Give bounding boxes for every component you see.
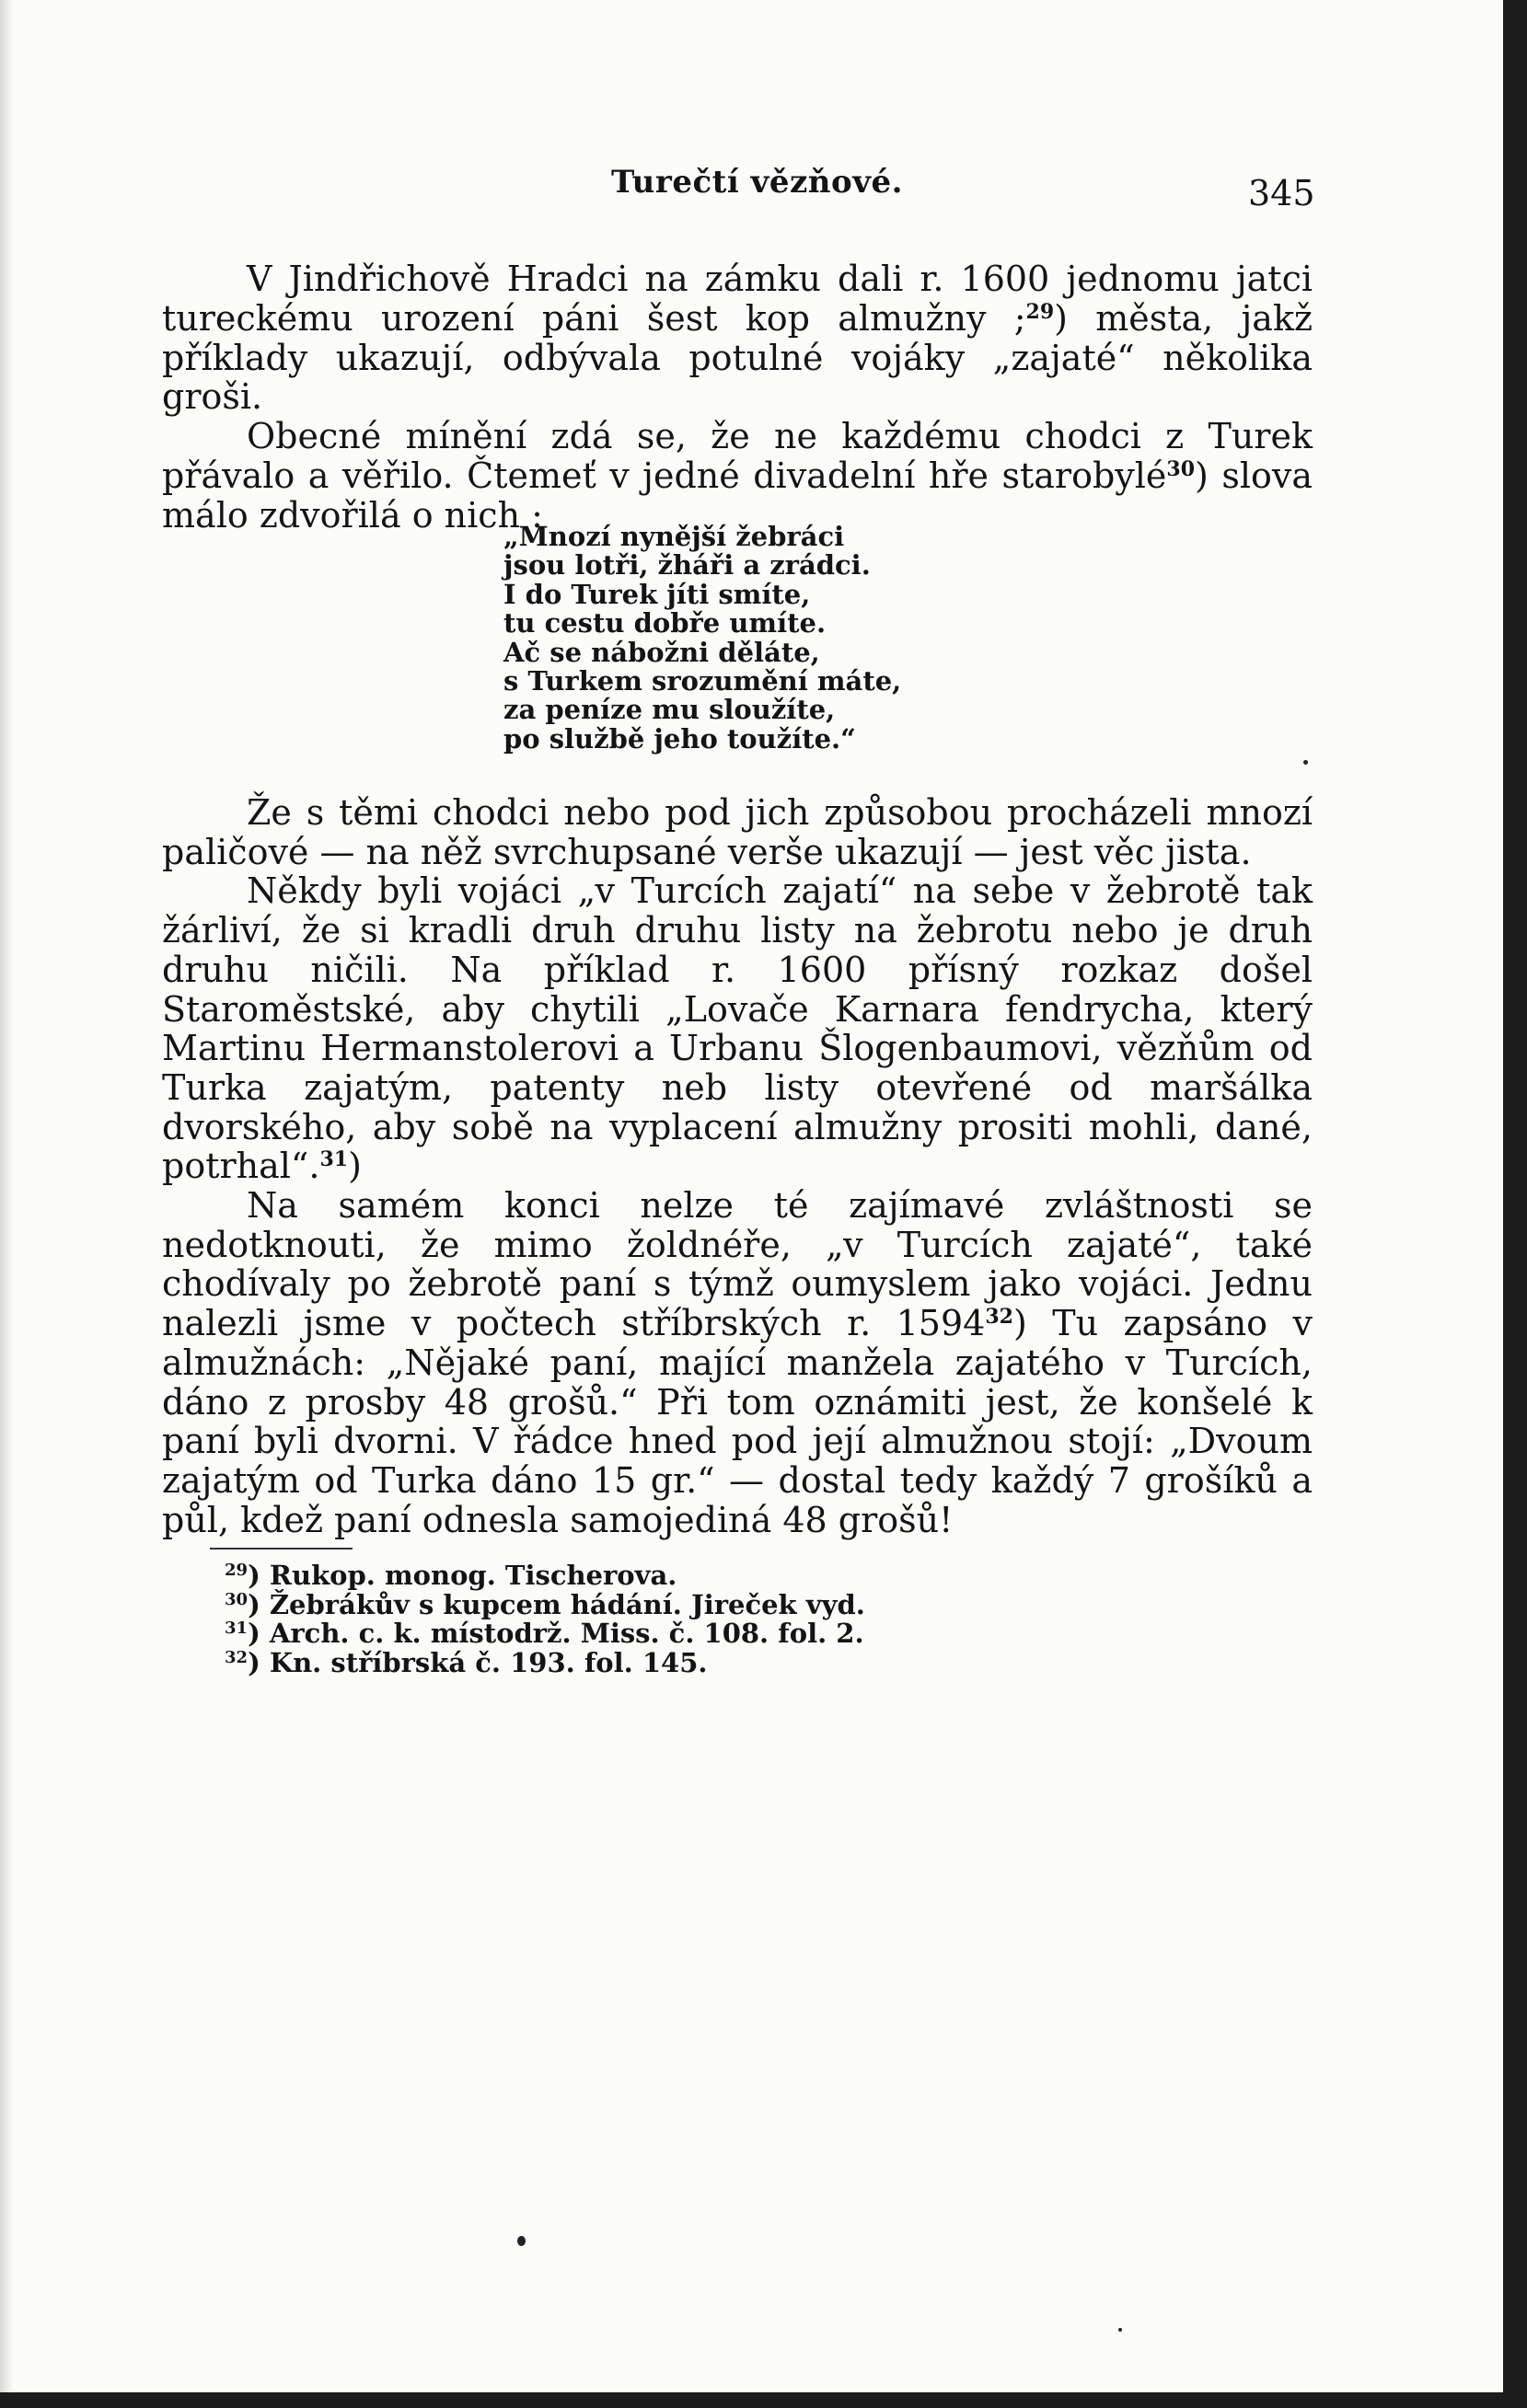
- verse-line: po službě jeho toužíte.“: [503, 722, 856, 755]
- footnote-text: ) Žebrákův s kupcem hádání. Jireček vyd.: [248, 1588, 865, 1620]
- paragraph: Že s těmi chodci nebo pod jich způsobou procházeli mnozí paličové — na něž svrchupsané verše ukazují — jest věc jista.: [162, 792, 1313, 872]
- verse-line: I do Turek jíti smíte,: [503, 578, 811, 610]
- footnote: [225, 1646, 865, 1678]
- verse-line: s Turkem srozumění máte,: [503, 665, 902, 697]
- footnote-number: 32: [225, 1647, 249, 1667]
- footnote-ref: 31: [319, 1147, 349, 1172]
- paragraph: [162, 417, 1313, 535]
- verse-line: jsou lotři, žháři a zrádci.: [503, 549, 871, 582]
- footnote-divider: [210, 1548, 353, 1550]
- footnote-number: 30: [225, 1589, 249, 1609]
- body-text-bottom: [162, 793, 1313, 1539]
- footnote: [225, 1588, 865, 1620]
- verse-line: za peníze mu sloužíte,: [503, 694, 836, 726]
- verse-quote: [503, 523, 901, 754]
- paragraph-text: ): [348, 1146, 362, 1187]
- footnote: [225, 1561, 865, 1591]
- footnotes: [225, 1561, 865, 1677]
- footnote-ref: 32: [985, 1305, 1013, 1330]
- print-speck: [517, 2236, 526, 2246]
- paragraph: [162, 871, 1313, 1186]
- footnote-text: ) Arch. c. k. místodrž. Miss. č. 108. fol. 2.: [248, 1618, 864, 1649]
- footnote-ref: 29: [1025, 299, 1055, 324]
- footnote-ref: 30: [1166, 456, 1196, 481]
- print-speck: [1303, 760, 1308, 765]
- paragraph: [162, 259, 1313, 417]
- paragraph-text: Někdy byli vojáci „v Turcích zajatí“ na sebe v žebrotě tak žárliví, že si kradli druh druhu listy na žebrotu nebo je druh druhu ničili. Na příklad r. 1600 přísný rozkaz došel Staroměstské, aby chytili „Lovače Karnara fendrycha, který Martinu Hermanstolerovi a Urbanu Šlogenbaumovi, vězňům od Turka zajatým, patenty neb listy otevřené od maršálka dvorského, aby sobě na vyplacení almužny prositi mohli, dané, potrhal“.: [162, 870, 1313, 1187]
- paragraph: [162, 1186, 1313, 1539]
- paragraph-text: ) města, jakž příklady ukazují, odbývala potulné vojáky „zajaté“ několika groši.: [162, 297, 1313, 418]
- footnote: [225, 1619, 865, 1649]
- body-text-top: [162, 259, 1313, 536]
- footnote-number: 29: [225, 1561, 249, 1580]
- verse-line: tu cestu dobře umíte.: [503, 607, 827, 639]
- verse-line: „Mnozí nynější žebráci: [503, 521, 845, 552]
- paragraph-text: ) slova málo zdvořilá o nich :: [162, 455, 1313, 536]
- footnote-number: 31: [225, 1619, 249, 1638]
- paragraph-text: Obecné mínění zdá se, že ne každému chodci z Turek přávalo a věřilo. Čtemeť v jedné divadelní hře starobylé: [162, 416, 1313, 496]
- verse-line: Ač se nábožni děláte,: [503, 636, 820, 668]
- footnote-text: ) Rukop. monog. Tischerova.: [248, 1560, 677, 1591]
- footnote-text: ) Kn. stříbrská č. 193. fol. 145.: [248, 1646, 708, 1678]
- page-gutter-shadow: [0, 0, 13, 2392]
- paragraph-text: V Jindřichově Hradci na zámku dali r. 1600 jednomu jatci tureckému urozenı́ páni šest kop almužny ;: [162, 259, 1313, 339]
- paragraph-text: ) Tu zapsáno v almužnách: „Nějaké paní, mající manžela zajatého v Turcích, dáno z prosby 48 grošů.“ Při tom oznámiti jest, že konšelé k paní byli dvorni. V řádce hned pod její almužnou stojí: „Dvoum zajatým od Turka dáno 15 gr.“ — dostal tedy každý 7 grošíků a půl, kdež paní odnesla samojediná 48 grošů!: [162, 1303, 1313, 1540]
- running-title: Turečtí vězňové.: [611, 164, 903, 201]
- print-speck: [1118, 2328, 1122, 2332]
- paragraph-text: Na samém konci nelze té zajímavé zvláštnosti se nedotknouti, že mimo žoldnéře, „v Turcích zajaté“, také chodívaly po žebrotě paní s týmž oumyslem jako vojáci. Jednu nalezli jsme v počtech stříbrských r. 1594: [162, 1185, 1313, 1344]
- page-number: 345: [1248, 173, 1315, 213]
